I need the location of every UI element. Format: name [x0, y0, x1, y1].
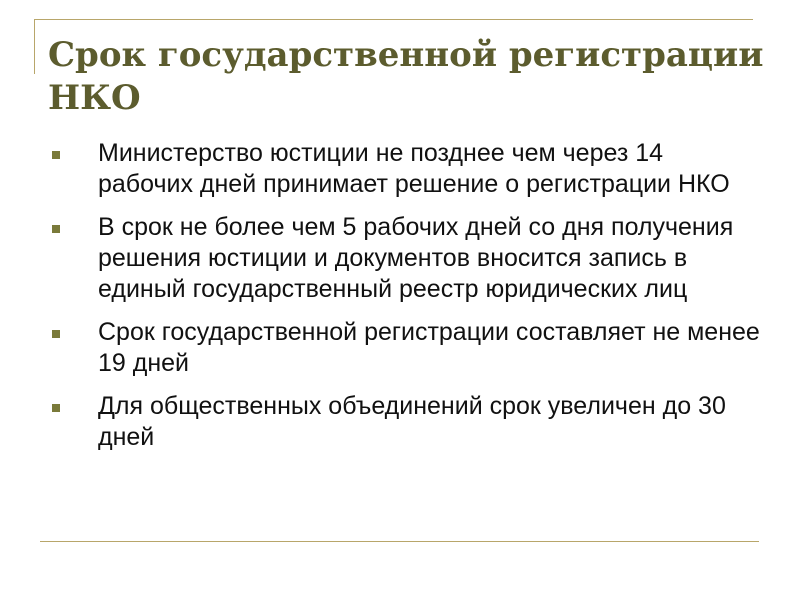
square-bullet-icon	[52, 330, 60, 338]
top-rule	[34, 19, 753, 20]
bottom-rule	[40, 541, 759, 542]
bullet-text: Министерство юстиции не позднее чем через 14 рабочих дней принимает решение о регистрации НКО	[98, 139, 730, 198]
bullet-text: Для общественных объединений срок увеличен до 30 дней	[98, 392, 726, 451]
square-bullet-icon	[52, 225, 60, 233]
bullet-item	[40, 317, 760, 379]
bullet-list	[40, 138, 760, 465]
bullet-item	[40, 212, 760, 305]
bullet-item	[40, 138, 760, 200]
bullet-item	[40, 391, 760, 453]
left-rule	[34, 19, 35, 74]
bullet-text: Срок государственной регистрации составляет не менее 19 дней	[98, 318, 760, 377]
square-bullet-icon	[52, 404, 60, 412]
square-bullet-icon	[52, 151, 60, 159]
slide-title: Срок государственной регистрации НКО	[48, 35, 764, 118]
bullet-text: В срок не более чем 5 рабочих дней со дня получения решения юстиции и документов вносится запись в единый государственный реестр юридических лиц	[98, 213, 734, 303]
